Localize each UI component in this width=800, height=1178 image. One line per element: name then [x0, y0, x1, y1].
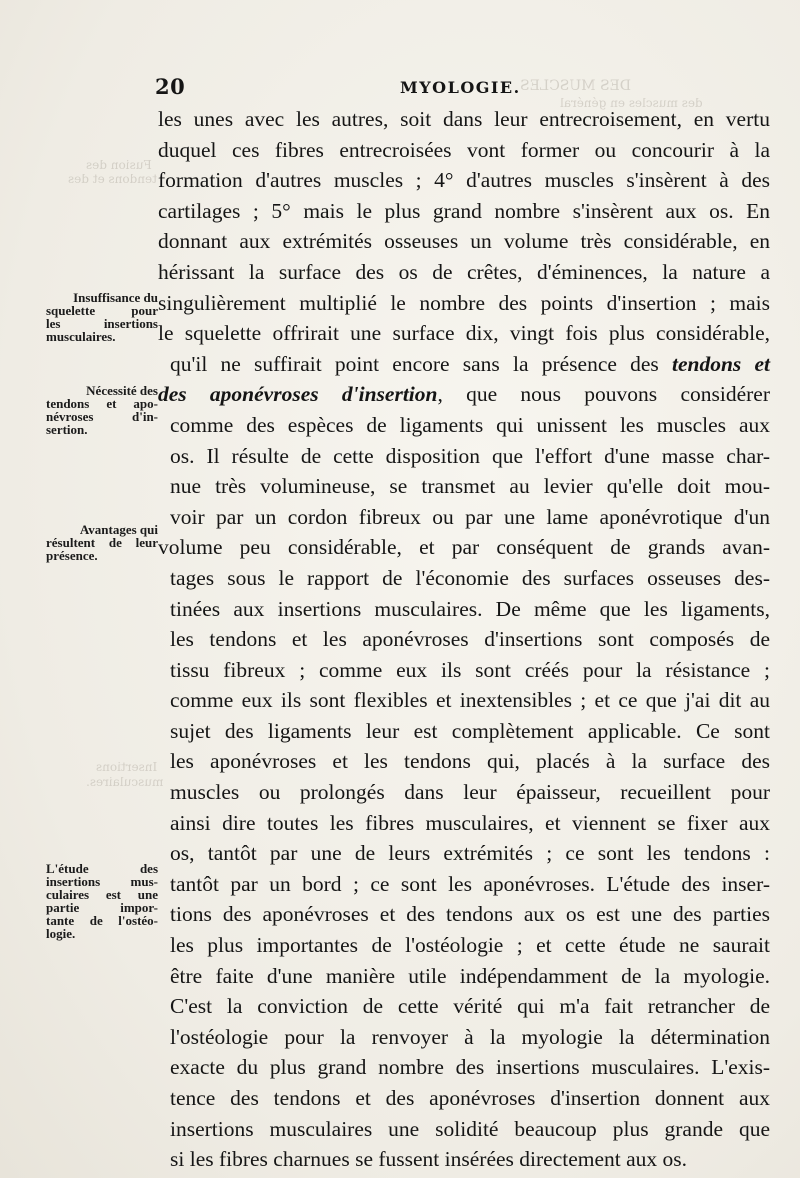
bleed-through-note: musculaires. — [86, 775, 164, 789]
text-line: comme des espèces de ligaments qui unissent les muscles aux — [170, 412, 770, 437]
bleed-through-note: tendons et des — [68, 172, 157, 186]
text-line: si les fibres charnues se fussent insérées directement aux os. — [170, 1147, 688, 1172]
text-line: l'ostéologie pour la renvoyer à la myologie la détermination — [170, 1024, 770, 1049]
text-line — [158, 379, 770, 410]
margin-note-line: sertion. — [46, 422, 88, 437]
margin-note-line: résultent de leur — [46, 535, 158, 550]
text-line: tions des aponévroses et des tendons aux os est une des parties — [170, 902, 770, 927]
margin-note-avantages — [46, 523, 158, 562]
text-line: donnant aux extrémités osseuses un volume très considérable, en — [158, 229, 770, 254]
text-line: tence des tendons et des aponévroses d'insertion donnent aux — [170, 1086, 770, 1110]
text-segment: , que nous pouvons considérer — [437, 382, 770, 407]
italic-term: tendons et — [671, 351, 770, 376]
running-head: MYOLOGIE. — [400, 78, 521, 97]
text-line: duquel ces fibres entrecroisées vont former ou concourir à la — [158, 137, 770, 162]
margin-note-line: culaires est une — [46, 887, 158, 902]
text-line: le squelette offrirait une surface dix, vingt fois plus considérable, — [158, 321, 770, 346]
margin-note-line: partie impor- — [46, 900, 158, 915]
margin-note-line: musculaires. — [46, 329, 116, 344]
text-line: volume peu considérable, et par conséquent de grands avan- — [158, 535, 770, 560]
margin-note-line: logie. — [46, 926, 76, 941]
margin-note-line: insertions mus- — [46, 874, 158, 889]
body-text — [158, 104, 770, 1175]
page-number: 20 — [155, 74, 186, 99]
margin-note-line: les insertions — [46, 316, 158, 331]
margin-note-squelette — [46, 291, 158, 343]
text-line: les tendons et les aponévroses d'insertions sont composés de — [170, 627, 770, 652]
margin-note-line: squelette pour — [46, 303, 158, 318]
text-line: sujet des ligaments leur est complètement applicable. Ce sont — [170, 718, 770, 743]
margin-note-line: présence. — [46, 548, 98, 563]
text-line: os, tantôt par une de leurs extrémités ; ce sont les tendons : — [170, 841, 770, 866]
text-line: formation d'autres muscles ; 4° d'autres muscles s'insèrent à des — [158, 168, 770, 193]
margin-note-etude — [46, 862, 158, 940]
text-line: les unes avec les autres, soit dans leur entrecroisement, en vertu — [158, 107, 770, 131]
text-segment: qu'il ne suffirait point encore sans la présence des — [170, 351, 659, 376]
margin-note-line: tendons et apo- — [46, 396, 158, 411]
text-line: nue très volumineuse, se transmet au levier qu'elle doit mou- — [170, 474, 770, 499]
text-line: os. Il résulte de cette disposition que l'effort d'une masse char- — [170, 443, 770, 468]
margin-note-line: Nécessité des — [86, 383, 158, 398]
text-line: C'est la conviction de cette vérité qui m'a fait retrancher de — [170, 994, 770, 1019]
bleed-through-note: Fusion des — [86, 158, 152, 172]
bleed-through-subheader: des muscles en général — [560, 96, 703, 110]
text-line: les plus importantes de l'ostéologie ; et cette étude ne saurait — [170, 933, 770, 958]
text-line: tinées aux insertions musculaires. De même que les ligaments, — [170, 596, 770, 621]
margin-note-line: Insuffisance du — [73, 290, 158, 305]
text-line: hérissant la surface des os de crêtes, d'éminences, la nature a — [158, 259, 770, 284]
text-line: tantôt par un bord ; ce sont les aponévroses. L'étude des inser- — [170, 871, 770, 896]
text-line: ainsi dire toutes les fibres musculaires, et viennent se fixer aux — [170, 810, 770, 835]
margin-note-line: Avantages qui — [79, 522, 158, 537]
italic-term: des aponévroses d'insertion — [158, 382, 438, 407]
text-line: comme eux ils sont flexibles et inextensibles ; et ce que j'ai dit au — [170, 688, 770, 713]
text-line: être faite d'une manière utile indépendamment de la myologie. — [170, 963, 770, 988]
bleed-through-note: Insertions — [96, 760, 158, 774]
bleed-through-header: DES MUSCLES — [520, 78, 632, 94]
text-line: tages sous le rapport de l'économie des surfaces osseuses des- — [170, 565, 770, 590]
text-line: singulièrement multiplié le nombre des points d'insertion ; mais — [158, 290, 770, 315]
text-line: exacte du plus grand nombre des insertions musculaires. L'exis- — [170, 1055, 770, 1080]
margin-note-line: névroses d'in- — [46, 409, 158, 424]
text-line — [158, 349, 770, 380]
text-line: insertions musculaires une solidité beaucoup plus grande que — [170, 1116, 770, 1141]
text-line: cartilages ; 5° mais le plus grand nombre s'insèrent aux os. En — [158, 198, 770, 223]
text-line: les aponévroses et les tendons qui, placés à la surface des — [170, 749, 770, 774]
margin-note-line: tante de l'ostéo- — [46, 913, 158, 928]
text-line: muscles ou prolongés dans leur épaisseur, recueillent pour — [170, 780, 770, 805]
margin-note-tendons — [46, 384, 158, 436]
text-line: tissu fibreux ; comme eux ils sont créés pour la résistance ; — [170, 657, 770, 682]
margin-note-line: L'étude des — [46, 861, 158, 876]
text-line: voir par un cordon fibreux ou par une lame aponévrotique d'un — [170, 504, 770, 529]
